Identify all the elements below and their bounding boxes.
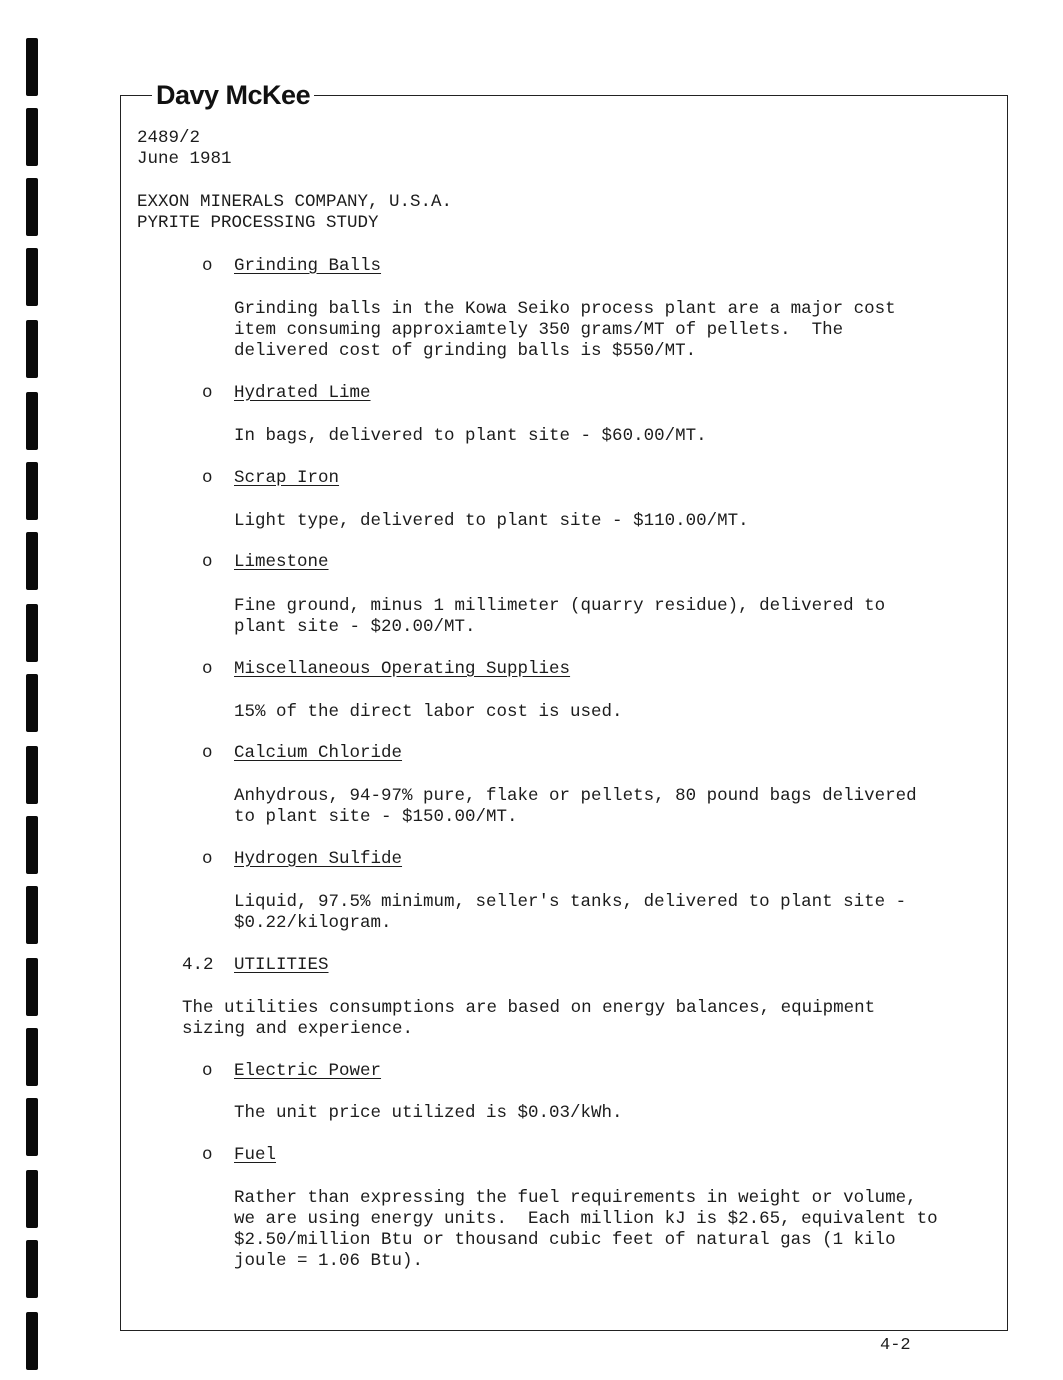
binder-hole bbox=[26, 958, 38, 1016]
item-body-calcium-chloride: Anhydrous, 94-97% pure, flake or pellets, 80 pound bags delivered to plant site - $150.00/MT. bbox=[234, 786, 917, 827]
section-intro: The utilities consumptions are based on energy balances, equipment sizing and experience. bbox=[182, 998, 876, 1039]
item-title-grinding-balls: Grinding Balls bbox=[234, 256, 382, 276]
binder-hole bbox=[26, 178, 38, 236]
item-title-electric-power: Electric Power bbox=[234, 1061, 382, 1081]
bullet: o bbox=[202, 1061, 213, 1081]
binder-hole bbox=[26, 674, 38, 732]
binder-hole bbox=[26, 108, 38, 166]
item-body-misc-supplies: 15% of the direct labor cost is used. bbox=[234, 702, 623, 722]
item-title-fuel: Fuel bbox=[234, 1145, 277, 1165]
item-body-fuel: Rather than expressing the fuel requirements in weight or volume, we are using energy units. Each million kJ is $2.65, equivalent to $2.50/million Btu or thousand cubic feet of natural gas (1 kilo joule = 1.06 Btu). bbox=[234, 1188, 938, 1271]
item-title-hydrogen-sulfide: Hydrogen Sulfide bbox=[234, 849, 403, 869]
bullet: o bbox=[202, 256, 213, 276]
company-name: EXXON MINERALS COMPANY, U.S.A. bbox=[137, 192, 453, 212]
item-title-scrap-iron: Scrap Iron bbox=[234, 468, 340, 488]
binder-hole bbox=[26, 38, 38, 96]
binder-hole bbox=[26, 816, 38, 874]
item-title-hydrated-lime: Hydrated Lime bbox=[234, 383, 371, 403]
study-title: PYRITE PROCESSING STUDY bbox=[137, 213, 379, 233]
bullet: o bbox=[202, 383, 213, 403]
bullet: o bbox=[202, 552, 213, 572]
item-body-grinding-balls: Grinding balls in the Kowa Seiko process plant are a major cost item consuming approxiamtely 350 grams/MT of pellets. The delivered cost of grinding balls is $550/MT. bbox=[234, 299, 896, 361]
brand-logo: Davy McKee bbox=[152, 78, 314, 112]
binder-holes bbox=[26, 0, 46, 1380]
binder-hole bbox=[26, 462, 38, 520]
bullet: o bbox=[202, 468, 213, 488]
bullet: o bbox=[202, 743, 213, 763]
binder-hole bbox=[26, 604, 38, 662]
bullet: o bbox=[202, 659, 213, 679]
item-title-limestone: Limestone bbox=[234, 552, 329, 572]
section-title: UTILITIES bbox=[234, 955, 329, 975]
bullet: o bbox=[202, 1145, 213, 1165]
binder-hole bbox=[26, 248, 38, 306]
item-body-electric-power: The unit price utilized is $0.03/kWh. bbox=[234, 1103, 623, 1123]
binder-hole bbox=[26, 1028, 38, 1086]
item-body-limestone: Fine ground, minus 1 millimeter (quarry residue), delivered to plant site - $20.00/MT. bbox=[234, 596, 886, 637]
binder-hole bbox=[26, 320, 38, 378]
item-title-misc-supplies: Miscellaneous Operating Supplies bbox=[234, 659, 571, 679]
binder-hole bbox=[26, 1312, 38, 1370]
section-number: 4.2 bbox=[182, 955, 214, 975]
item-title-calcium-chloride: Calcium Chloride bbox=[234, 743, 403, 763]
binder-hole bbox=[26, 1240, 38, 1298]
binder-hole bbox=[26, 392, 38, 450]
document-id: 2489/2 bbox=[137, 128, 201, 148]
binder-hole bbox=[26, 746, 38, 804]
bullet: o bbox=[202, 849, 213, 869]
page-number: 4-2 bbox=[880, 1336, 911, 1355]
document-date: June 1981 bbox=[137, 149, 232, 169]
item-body-scrap-iron: Light type, delivered to plant site - $110.00/MT. bbox=[234, 511, 749, 531]
binder-hole bbox=[26, 1170, 38, 1228]
binder-hole bbox=[26, 886, 38, 944]
item-body-hydrated-lime: In bags, delivered to plant site - $60.00/MT. bbox=[234, 426, 707, 446]
binder-hole bbox=[26, 532, 38, 590]
binder-hole bbox=[26, 1098, 38, 1156]
item-body-hydrogen-sulfide: Liquid, 97.5% minimum, seller's tanks, delivered to plant site - $0.22/kilogram. bbox=[234, 892, 907, 933]
